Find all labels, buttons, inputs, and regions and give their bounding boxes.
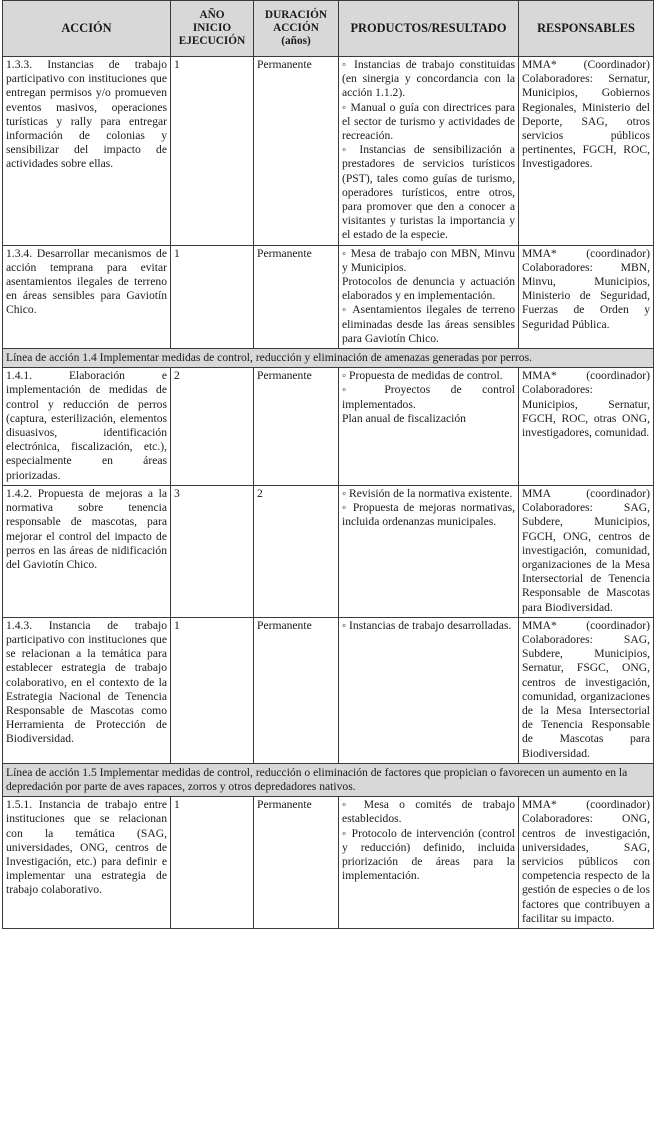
product-item: ◦ Mesa o comités de trabajo establecidos.	[342, 798, 515, 826]
header-responsables: RESPONSABLES	[519, 1, 654, 57]
table-row	[3, 57, 654, 246]
header-duracion-line2: ACCIÓN	[273, 22, 319, 34]
header-anio-line3: EJECUCIÓN	[178, 35, 246, 47]
product-item: ◦ Asentamientos ilegales de terreno eliminadas desde las áreas sensibles para Gaviotín Chico.	[342, 303, 515, 345]
table-row	[3, 368, 654, 486]
cell-accion: 1.3.3. Instancias de trabajo participativo con instituciones que entregan permisos y/o promueven eventos masivos, operaciones turísticas y rally para entregar información de colonias y sensibilizar del impacto de actividades sobre ellas.	[3, 57, 171, 246]
header-accion: ACCIÓN	[3, 1, 171, 57]
product-item: ◦ Propuesta de medidas de control.	[342, 369, 503, 383]
product-item: ◦ Instancias de sensibilización a prestadores de servicios turísticos (PST), tales como guías de turismo, operadores turísticos, entre otros, para promover que den a conocer a visitantes y turistas la importancia y el estado de la especie.	[342, 143, 515, 242]
cell-productos	[339, 57, 519, 246]
header-duracion-line1: DURACIÓN	[264, 9, 328, 21]
table-row	[3, 245, 654, 348]
cell-responsables: MMA* (coordinador) Colaboradores: SAG, Subdere, Municipios, Sernatur, FSGC, ONG, centros de investigación, comunidad, organizaciones de la Mesa Intersectorial de Tenencia Responsable de Mascotas para Biodiversidad.	[519, 617, 654, 763]
product-item: ◦ Protocolo de intervención (control y reducción) definido, incluida priorización de áreas para la implementación.	[342, 826, 515, 883]
header-anio-line2: INICIO	[192, 22, 232, 34]
product-item: ◦ Proyectos de control implementados.	[342, 383, 515, 411]
header-anio-line1: AÑO	[199, 9, 225, 21]
header-row	[3, 1, 654, 57]
product-item: ◦ Manual o guía con directrices para el sector de turismo y actividades de recreación.	[342, 100, 515, 143]
cell-duracion: 2	[254, 485, 339, 617]
table-row	[3, 617, 654, 763]
cell-accion: 1.3.4. Desarrollar mecanismos de acción temprana para evitar asentamientos ilegales de terreno en áreas sensibles para Gaviotín Chico.	[3, 245, 171, 348]
section-row	[3, 349, 654, 368]
product-item: Protocolos de denuncia y actuación elaborados y en implementación.	[342, 275, 515, 303]
product-item: ◦ Mesa de trabajo con MBN, Minvu y Municipios.	[342, 246, 515, 274]
section-heading-1-4: Línea de acción 1.4 Implementar medidas de control, reducción y eliminación de amenazas generadas por perros.	[3, 349, 654, 368]
section-row	[3, 763, 654, 796]
cell-responsables: MMA* (coordinador) Colaboradores: MBN, Minvu, Municipios, Ministerio de Seguridad, Fuerzas de Orden y Seguridad Pública.	[519, 245, 654, 348]
table-row	[3, 485, 654, 617]
cell-accion: 1.4.2. Propuesta de mejoras a la normativa sobre tenencia responsable de mascotas, para mejorar el control del impacto de perros en las áreas de nidificación del Gaviotín Chico.	[3, 485, 171, 617]
action-plan-table	[2, 0, 654, 929]
product-item: Plan anual de fiscalización	[342, 411, 466, 425]
cell-responsables: MMA* (Coordinador) Colaboradores: Sernatur, Municipios, Gobiernos Regionales, Ministerio del Deporte, SAG, otros servicios públicos pertinentes, FGCH, ROC, Investigadores.	[519, 57, 654, 246]
product-item: ◦ Instancias de trabajo constituidas (en sinergia y concordancia con la acción 1.1.2).	[342, 58, 515, 100]
cell-duracion: Permanente	[254, 245, 339, 348]
section-heading-1-5: Línea de acción 1.5 Implementar medidas de control, reducción o eliminación de factores que propician o favorecen un aumento en la depredación por parte de aves rapaces, zorros y otros depredadores nativos.	[3, 763, 654, 796]
cell-accion: 1.4.3. Instancia de trabajo participativo con instituciones que se relacionan a la temática para establecer estrategia de trabajo colaborativo, en el contexto de la Estrategia Nacional de Tenencia Responsable de Mascotas como Herramienta de Protección de Biodiversidad.	[3, 617, 171, 763]
header-productos: PRODUCTOS/RESULTADO	[339, 1, 519, 57]
cell-anio: 3	[171, 485, 254, 617]
cell-productos	[339, 368, 519, 486]
product-item: ◦ Instancias de trabajo desarrolladas.	[342, 618, 512, 632]
cell-duracion: Permanente	[254, 797, 339, 929]
table-row	[3, 797, 654, 929]
header-duracion-line3: (años)	[281, 35, 311, 47]
cell-productos	[339, 797, 519, 929]
cell-responsables: MMA* (coordinador) Colaboradores: Municipios, Sernatur, FGCH, ROC, otras ONG, investigadores, comunidad.	[519, 368, 654, 486]
product-item: ◦ Propuesta de mejoras normativas, incluida ordenanzas municipales.	[342, 501, 515, 529]
cell-anio: 1	[171, 797, 254, 929]
cell-duracion: Permanente	[254, 617, 339, 763]
cell-anio: 1	[171, 245, 254, 348]
cell-anio: 2	[171, 368, 254, 486]
cell-anio: 1	[171, 57, 254, 246]
header-anio-inicio	[171, 1, 254, 57]
cell-accion: 1.5.1. Instancia de trabajo entre instituciones que se relacionan con la temática (SAG, universidades, ONG, centros de Investigación, etc.) para definir e implementar una estrategia de trabajo colaborativo.	[3, 797, 171, 929]
cell-productos	[339, 245, 519, 348]
cell-responsables: MMA* (coordinador) Colaboradores: ONG, centros de investigación, universidades, SAG, servicios públicos con competencia respecto de la gestión de especies o de los factores que contribuyen a facilitar su impacto.	[519, 797, 654, 929]
cell-productos	[339, 485, 519, 617]
cell-duracion: Permanente	[254, 368, 339, 486]
cell-responsables: MMA (coordinador) Colaboradores: SAG, Subdere, Municipios, FGCH, ONG, centros de investigación, comunidad, organizaciones de la Mesa Intersectorial de Tenencia Responsable de Mascotas para Biodiversidad.	[519, 485, 654, 617]
header-duracion	[254, 1, 339, 57]
cell-duracion: Permanente	[254, 57, 339, 246]
product-item: ◦ Revisión de la normativa existente.	[342, 486, 513, 500]
cell-accion: 1.4.1. Elaboración e implementación de medidas de control y reducción de perros (captura, esterilización, elementos disuasivos, identificación electrónica, fiscalización, etc.), especialmente en áreas priorizadas.	[3, 368, 171, 486]
cell-productos	[339, 617, 519, 763]
cell-anio: 1	[171, 617, 254, 763]
